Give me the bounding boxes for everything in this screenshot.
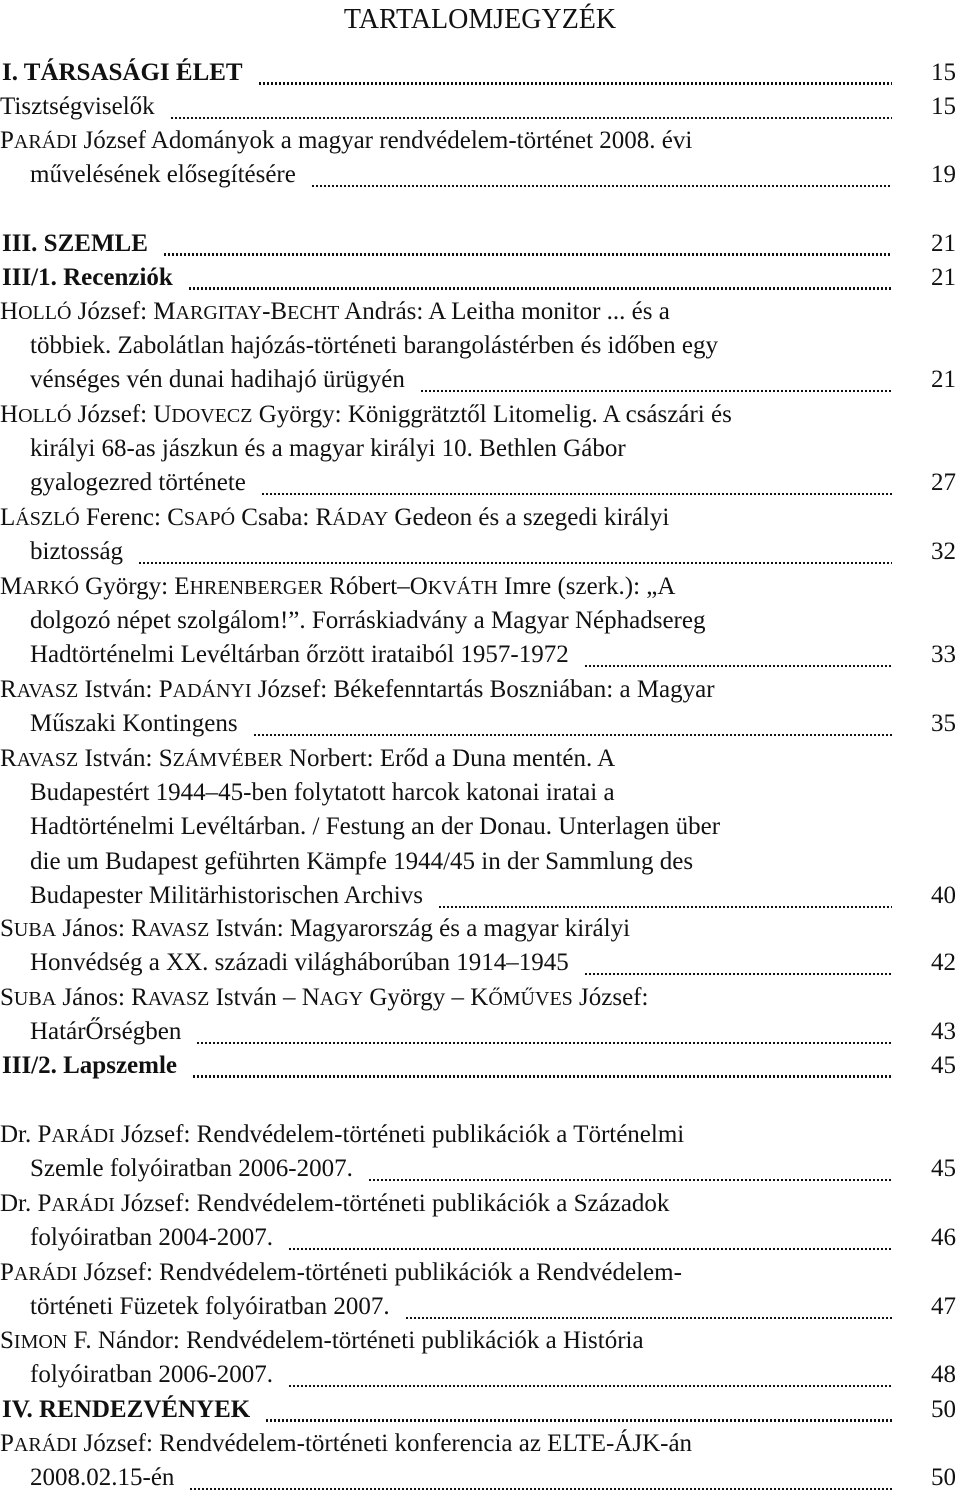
dot-leader	[254, 734, 892, 736]
entry-text: György – K	[363, 984, 489, 1011]
entry-text: István: S	[78, 745, 173, 772]
toc-entry-line	[0, 92, 155, 122]
small-caps-text: ÁDAY	[332, 508, 389, 530]
entry-text: dolgozó népet szolgálom!”. Forráskiadvány a Magyar Néphadsereg	[30, 607, 706, 634]
entry-text: Imre (szerk.): „A	[497, 573, 676, 600]
entry-text: III. SZEMLE	[2, 230, 148, 257]
small-caps-text: AGY	[319, 988, 364, 1010]
small-caps-text: SAPÓ	[183, 508, 236, 530]
toc-entry-line	[30, 812, 720, 842]
entry-text: H	[0, 401, 19, 428]
small-caps-text: AVASZ	[147, 919, 210, 941]
entry-text: András: A Leitha monitor ... és a	[339, 298, 670, 325]
entry-text: György: Königgrätztől Litomelig. A császári és	[252, 401, 732, 428]
toc-entry-line	[0, 914, 630, 944]
dot-leader	[193, 1075, 892, 1078]
entry-text: János: R	[56, 915, 148, 942]
small-caps-text: ARKÓ	[22, 577, 79, 599]
small-caps-text: ADÁNYI	[172, 680, 252, 702]
dot-leader	[190, 1488, 892, 1490]
small-caps-text: AVASZ	[16, 680, 79, 702]
toc-entry-line	[0, 1326, 644, 1356]
entry-text: III/1. Recenziók	[2, 264, 173, 291]
toc-entry-line	[30, 881, 423, 911]
toc-entry-line	[30, 1154, 353, 1184]
small-caps-text: ARGITAY	[175, 302, 263, 324]
toc-entry-line	[0, 572, 675, 602]
entry-text: Tisztségviselők	[0, 93, 155, 120]
page-number: 21	[931, 230, 956, 257]
dot-leader	[421, 390, 892, 392]
entry-text: Szemle folyóiratban 2006-2007.	[30, 1155, 353, 1182]
entry-text: F. Nándor: Rendvédelem-történeti publikációk a História	[67, 1327, 644, 1354]
page-number: 45	[931, 1052, 956, 1079]
small-caps-text: ECHT	[287, 302, 340, 324]
entry-text: Dr. P	[0, 1121, 52, 1148]
entry-text: Norbert: Erőd a Duna mentén. A	[282, 745, 616, 772]
entry-text: Gedeon és a szegedi királyi	[388, 504, 670, 531]
entry-text: Honvédség a XX. századi világháborúban 1914–1945	[30, 949, 569, 976]
dot-leader	[312, 185, 892, 187]
entry-text: gyalogezred története	[30, 469, 246, 496]
entry-text: Dr. P	[0, 1190, 52, 1217]
dot-leader	[369, 1179, 892, 1181]
page-number: 32	[931, 538, 956, 565]
entry-text: S	[0, 984, 14, 1011]
entry-text: P	[0, 127, 14, 154]
small-caps-text: ÁSZLÓ	[15, 508, 80, 530]
toc-entry-line	[30, 948, 569, 978]
toc-entry-line	[30, 1223, 273, 1253]
toc-entry-line	[0, 675, 715, 705]
small-caps-text: HRENBERGER	[189, 577, 323, 599]
entry-text: József: U	[71, 401, 172, 428]
toc-entry-line	[30, 365, 405, 395]
toc-entry-line	[30, 1017, 181, 1047]
page-number: 19	[931, 161, 956, 188]
dot-leader	[289, 1248, 892, 1250]
small-caps-text: AVASZ	[16, 749, 79, 771]
dot-leader	[197, 1042, 892, 1044]
toc-entry-line	[30, 331, 718, 361]
small-caps-text: ZÁMVÉBER	[172, 749, 283, 771]
entry-text: királyi 68-as jászkun és a magyar királyi 10. Bethlen Gábor	[30, 435, 626, 462]
page-number: 15	[931, 93, 956, 120]
entry-text: József: M	[71, 298, 176, 325]
page-number: 50	[931, 1396, 956, 1423]
small-caps-text: ARÁDI	[13, 1434, 78, 1456]
entry-text: József: Békefenntartás Boszniában: a Magyar	[251, 676, 715, 703]
entry-text: biztosság	[30, 538, 124, 565]
toc-entry-line	[30, 537, 123, 567]
dot-leader	[585, 973, 892, 975]
dot-leader	[189, 287, 892, 290]
entry-text: 2008.02.15-én	[30, 1464, 175, 1491]
toc-entry-line	[0, 1120, 684, 1150]
entry-text: József: Rendvédelem-történeti publikációk a Rendvédelem-	[77, 1259, 682, 1286]
entry-text: M	[0, 573, 23, 600]
entry-text: József:	[572, 984, 649, 1011]
small-caps-text: AVASZ	[147, 988, 210, 1010]
toc-entry-line	[30, 640, 569, 670]
small-caps-text: UBA	[13, 988, 57, 1010]
dot-leader	[266, 1419, 892, 1422]
entry-text: István: Magyarország és a magyar királyi	[209, 915, 631, 942]
entry-text: József: Rendvédelem-történeti konferencia az ELTE-ÁJK-án	[77, 1430, 693, 1457]
entry-text: R	[0, 676, 17, 703]
entry-text: S	[0, 1327, 14, 1354]
dot-leader	[164, 253, 892, 256]
toc-entry-line	[0, 297, 670, 327]
dot-leader	[406, 1317, 892, 1319]
dot-leader	[439, 906, 892, 908]
entry-text: Ferenc: C	[79, 504, 184, 531]
dot-leader	[139, 562, 892, 564]
entry-text: István – N	[209, 984, 320, 1011]
page-number: 27	[931, 469, 956, 496]
toc-entry-line	[0, 983, 648, 1013]
toc-entry-line	[0, 1189, 669, 1219]
toc-entry-line	[0, 400, 732, 430]
entry-text: P	[0, 1430, 14, 1457]
entry-text: Műszaki Kontingens	[30, 710, 238, 737]
toc-entry-line	[30, 606, 705, 636]
entry-text: I. TÁRSASÁGI ÉLET	[2, 59, 243, 86]
small-caps-text: ARÁDI	[13, 131, 78, 153]
small-caps-text: KVÁTH	[427, 577, 498, 599]
entry-text: József: Rendvédelem-történeti publikációk a Történelmi	[114, 1121, 685, 1148]
page-number: 21	[931, 264, 956, 291]
dot-leader	[259, 82, 892, 85]
page-number: 15	[931, 59, 956, 86]
entry-text: IV. RENDEZVÉNYEK	[2, 1396, 251, 1423]
dot-leader	[289, 1385, 892, 1387]
small-caps-text: ARÁDI	[51, 1125, 115, 1147]
toc-entry-line	[30, 468, 246, 498]
page-number: 40	[931, 882, 956, 909]
toc-entry-line	[2, 58, 243, 88]
toc-entry-line	[30, 1360, 273, 1390]
entry-text: H	[0, 298, 19, 325]
toc-entry-line	[30, 1463, 174, 1493]
entry-text: R	[0, 745, 17, 772]
entry-text: vénséges vén dunai hadihajó ürügyén	[30, 366, 405, 393]
toc-entry-line	[0, 1258, 682, 1288]
entry-text: Csaba: R	[235, 504, 333, 531]
entry-text: folyóiratban 2006-2007.	[30, 1361, 274, 1388]
page-number: 21	[931, 366, 956, 393]
page-number: 50	[931, 1464, 956, 1491]
small-caps-text: UBA	[13, 919, 57, 941]
toc-entry-line	[30, 847, 693, 877]
dot-leader	[585, 665, 892, 667]
dot-leader	[262, 493, 892, 495]
entry-text: S	[0, 915, 14, 942]
entry-text: -B	[262, 298, 288, 325]
page-number: 33	[931, 641, 956, 668]
entry-text: József Adományok a magyar rendvédelem-történet 2008. évi	[77, 127, 693, 154]
entry-text: Hadtörténelmi Levéltárban. / Festung an der Donau. Unterlagen über	[30, 813, 721, 840]
entry-text: József: Rendvédelem-történeti publikációk a Századok	[114, 1190, 670, 1217]
page-number: 47	[931, 1293, 956, 1320]
small-caps-text: ŐMŰVES	[488, 988, 573, 1010]
toc-entry-line	[30, 709, 238, 739]
toc-entry-line	[2, 229, 148, 259]
toc-entry-line	[0, 1429, 692, 1459]
entry-text: György: E	[78, 573, 190, 600]
small-caps-text: OLLÓ	[18, 302, 72, 324]
entry-text: Róbert–O	[322, 573, 428, 600]
entry-text: János: R	[56, 984, 148, 1011]
entry-text: die um Budapest geführten Kämpfe 1944/45 in der Sammlung des	[30, 848, 694, 875]
entry-text: folyóiratban 2004-2007.	[30, 1224, 274, 1251]
toc-entry-line	[2, 1051, 177, 1081]
toc-entry-line	[0, 126, 692, 156]
entry-text: István: P	[78, 676, 173, 703]
entry-text: Hadtörténelmi Levéltárban őrzött irataiból 1957-1972	[30, 641, 569, 668]
page-title: TARTALOMJEGYZÉK	[343, 4, 617, 35]
toc-entry-line	[30, 1292, 390, 1322]
small-caps-text: IMON	[13, 1331, 68, 1353]
dot-leader	[171, 117, 892, 119]
small-caps-text: ARÁDI	[13, 1263, 78, 1285]
toc-entry-line	[0, 503, 669, 533]
toc-entry-line	[30, 778, 615, 808]
entry-text: L	[0, 504, 16, 531]
small-caps-text: ARÁDI	[51, 1194, 115, 1216]
entry-text: többiek. Zabolátlan hajózás-történeti barangolástérben és időben egy	[30, 332, 718, 359]
page-number: 35	[931, 710, 956, 737]
page-number: 42	[931, 949, 956, 976]
toc-entry-line	[30, 434, 626, 464]
entry-text: Budapestért 1944–45-ben folytatott harcok katonai iratai a	[30, 779, 615, 806]
entry-text: III/2. Lapszemle	[2, 1052, 177, 1079]
entry-text: HatárŐrségben	[30, 1018, 182, 1045]
page-number: 46	[931, 1224, 956, 1251]
toc-entry-line	[2, 263, 173, 293]
small-caps-text: DOVECZ	[171, 405, 253, 427]
page-number: 48	[931, 1361, 956, 1388]
entry-text: történeti Füzetek folyóiratban 2007.	[30, 1293, 390, 1320]
entry-text: művelésének elősegítésére	[30, 161, 296, 188]
small-caps-text: OLLÓ	[18, 405, 72, 427]
entry-text: P	[0, 1259, 14, 1286]
toc-entry-line	[0, 744, 615, 774]
toc-entry-line	[30, 160, 296, 190]
page-number: 43	[931, 1018, 956, 1045]
page-number: 45	[931, 1155, 956, 1182]
entry-text: Budapester Militärhistorischen Archivs	[30, 882, 423, 909]
toc-entry-line	[2, 1395, 250, 1425]
